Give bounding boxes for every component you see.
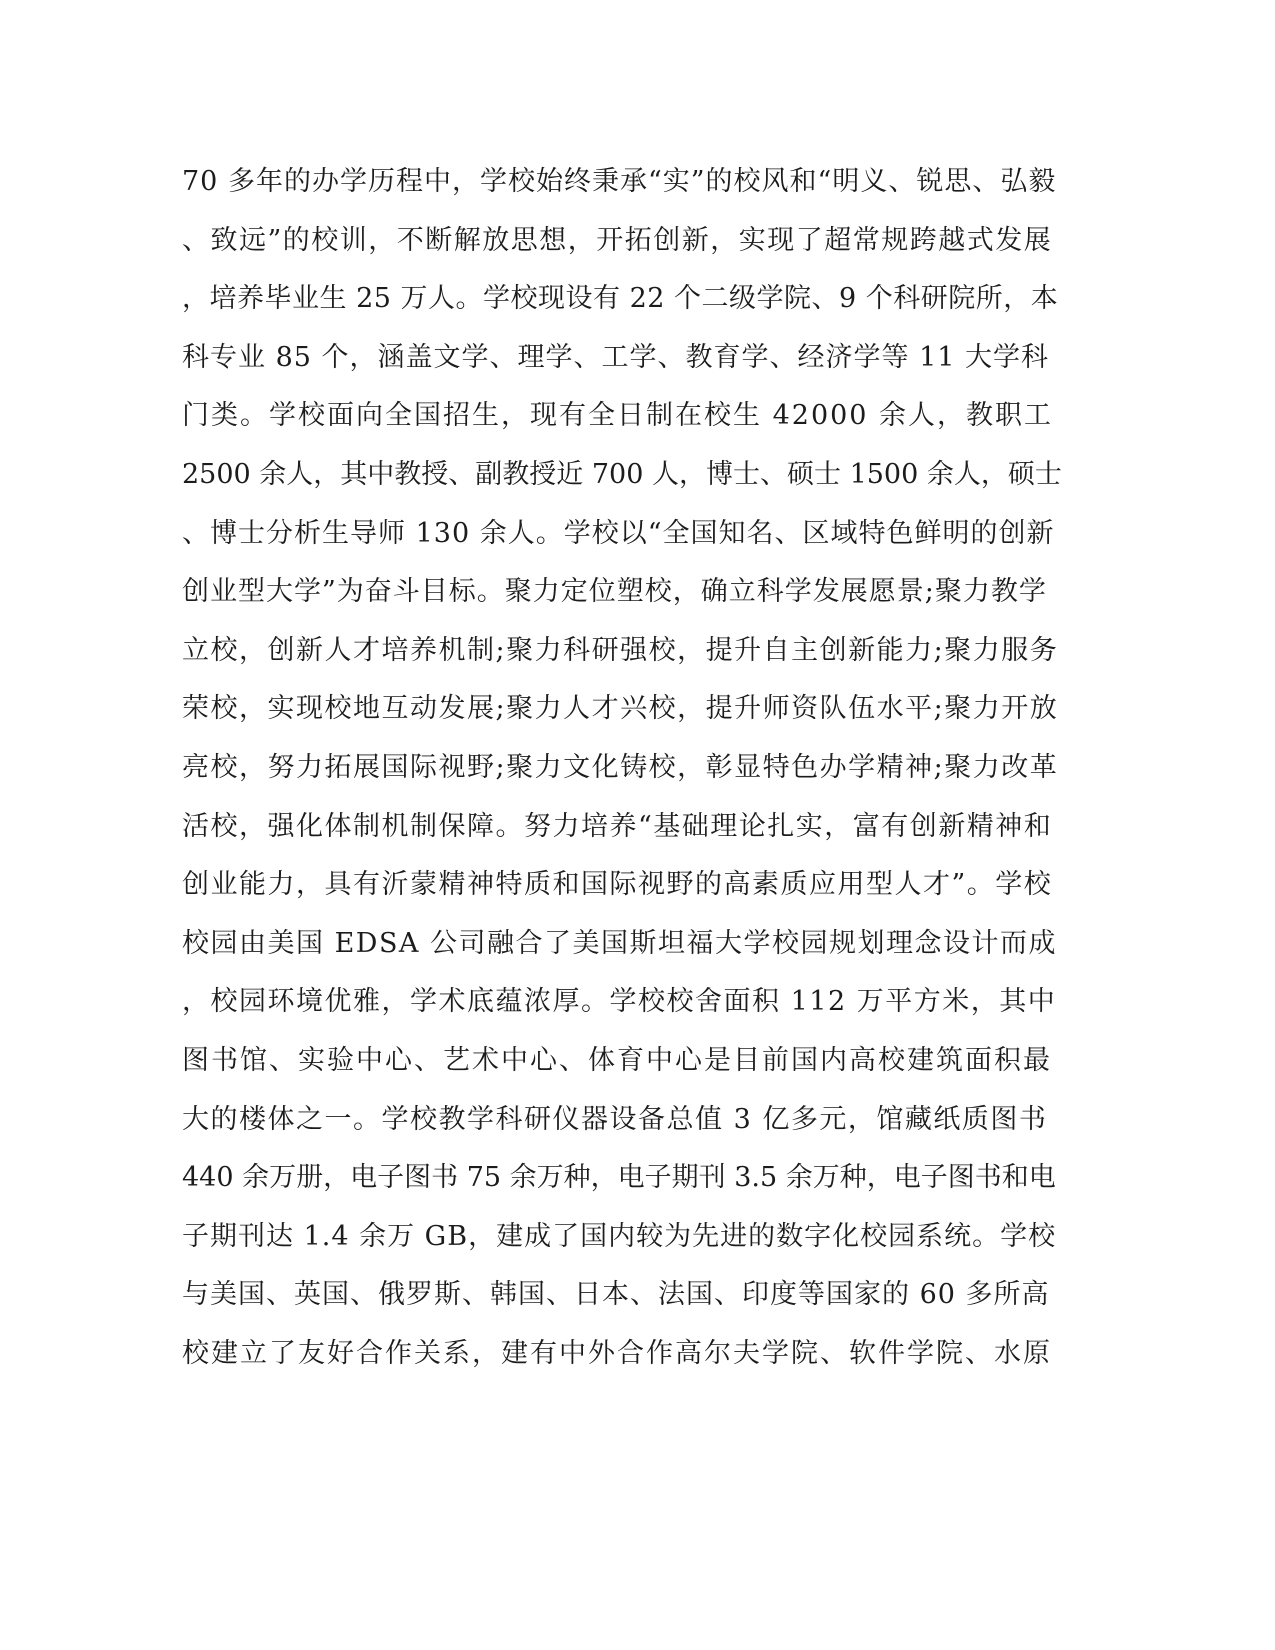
text-line: 创业型大学”为奋斗目标。聚力定位塑校，确立科学发展愿景;聚力教学: [182, 576, 1047, 608]
text-line: 科专业 85 个，涵盖文学、理学、工学、教育学、经济学等 11 大学科: [182, 341, 1050, 373]
text-line: 亮校，努力拓展国际视野;聚力文化铸校，彰显特色办学精神;聚力改革: [182, 751, 1059, 783]
text-line: 70 多年的办学历程中，学校始终秉承“实”的校风和“明义、锐思、弘毅: [182, 166, 1057, 197]
text-line: ，校园环境优雅，学术底蕴浓厚。学校校舍面积 112 万平方米，其中: [182, 986, 1057, 1018]
text-line: 门类。学校面向全国招生，现有全日制在校生 42000 余人，教职工: [182, 400, 1054, 432]
text-line: 活校，强化体制机制保障。努力培养“基础理论扎实，富有创新精神和: [182, 810, 1053, 842]
text-line: 、致远”的校训，不断解放思想，开拓创新，实现了超常规跨越式发展: [182, 224, 1053, 256]
text-line: 2500 余人，其中教授、副教授近 700 人，博士、硕士 1500 余人，硕士: [182, 458, 1062, 490]
text-line: 荣校，实现校地互动发展;聚力人才兴校，提升师资队伍水平;聚力开放: [182, 693, 1059, 725]
text-line: 校建立了友好合作关系，建有中外合作高尔夫学院、软件学院、水原: [182, 1337, 1052, 1369]
text-line: 与美国、英国、俄罗斯、韩国、日本、法国、印度等国家的 60 多所高: [182, 1279, 1050, 1311]
text-line: ，培养毕业生 25 万人。学校现设有 22 个二级学院、9 个科研院所，本: [182, 283, 1059, 315]
text-line: 子期刊达 1.4 余万 GB，建成了国内较为先进的数字化校园系统。学校: [182, 1220, 1057, 1252]
text-line: 、博士分析生导师 130 余人。学校以“全国知名、区域特色鲜明的创新: [182, 517, 1055, 549]
text-line: 立校，创新人才培养机制;聚力科研强校，提升自主创新能力;聚力服务: [182, 634, 1059, 666]
text-line: 大的楼体之一。学校教学科研仪器设备总值 3 亿多元，馆藏纸质图书: [182, 1103, 1048, 1135]
text-line: 校园由美国 EDSA 公司融合了美国斯坦福大学校园规划理念设计而成: [182, 927, 1058, 959]
text-line: 图书馆、实验中心、艺术中心、体育中心是目前国内高校建筑面积最: [182, 1044, 1052, 1076]
text-line: 440 余万册，电子图书 75 余万种，电子期刊 3.5 余万种，电子图书和电: [182, 1162, 1056, 1194]
text-line: 创业能力，具有沂蒙精神特质和国际视野的高素质应用型人才”。学校: [182, 869, 1053, 901]
body-text: [182, 163, 1062, 1393]
